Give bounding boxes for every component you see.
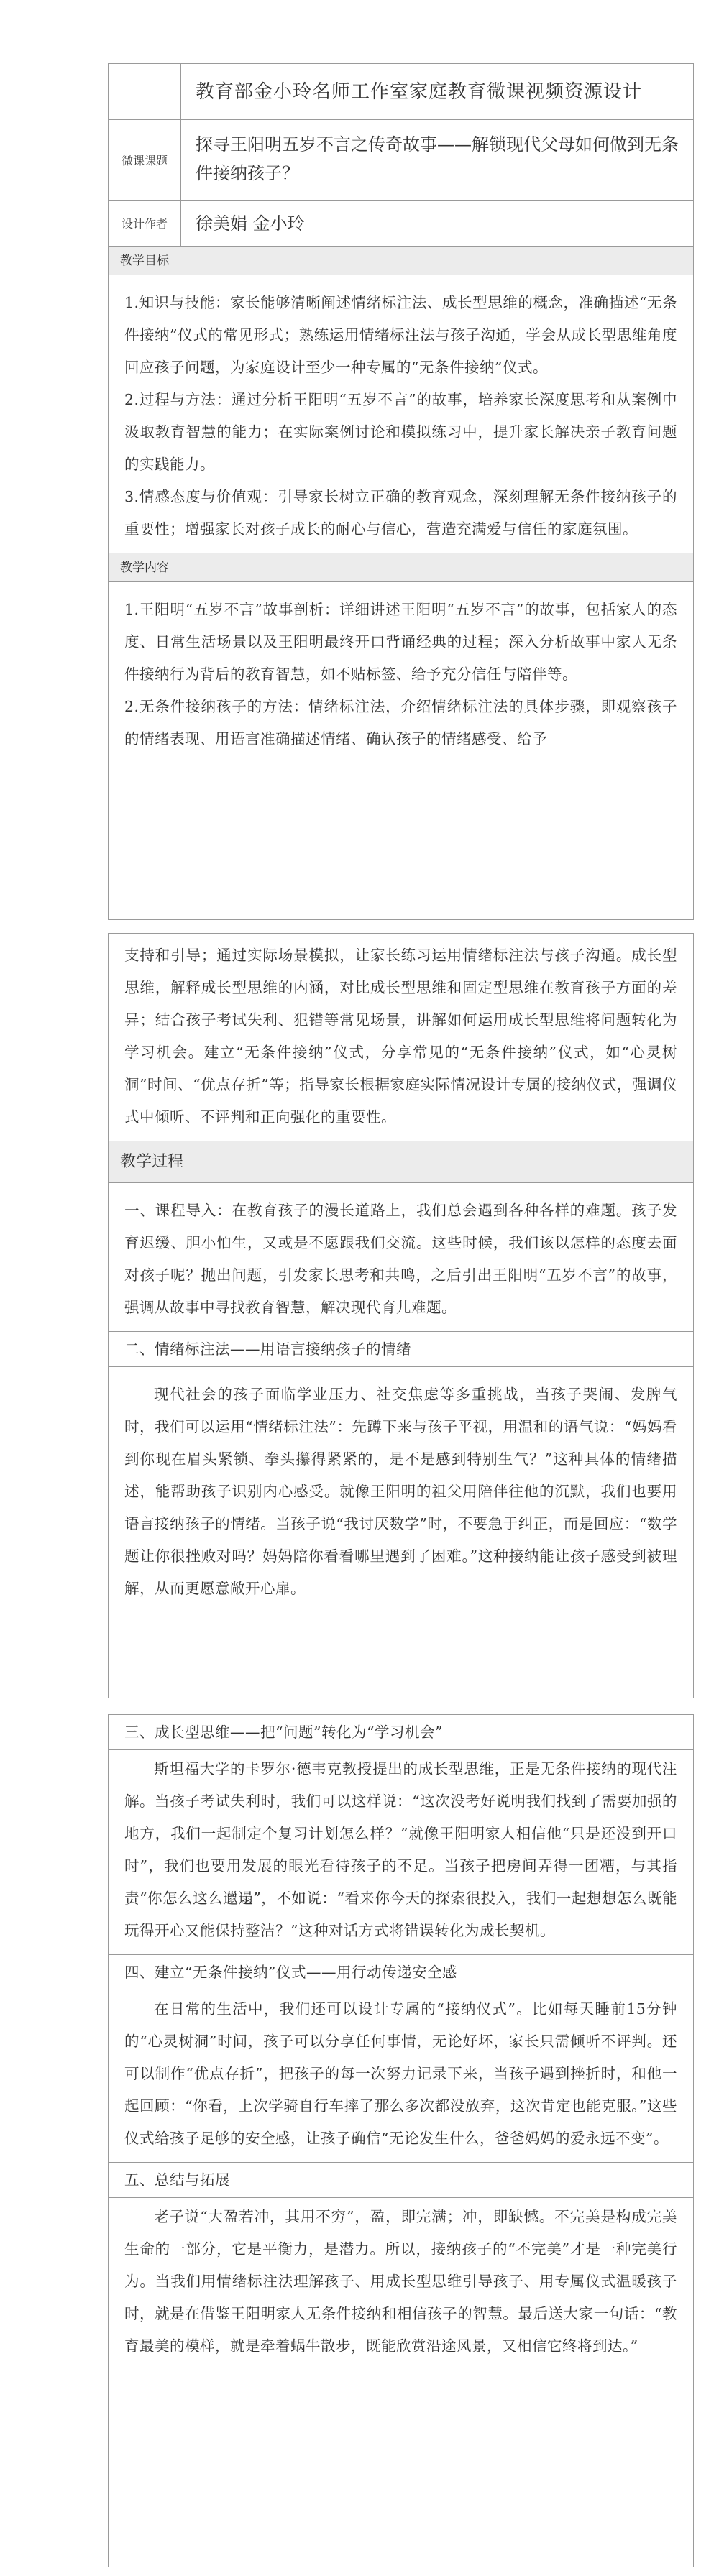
content-item: 1.王阳明“五岁不言”故事剖析：详细讲述王阳明“五岁不言”的故事，包括家人的态度、日常生活场景以及王阳明最终开口背诵经典的过程；深入分析故事中家人无条件接纳行为背后的教育智慧，如不贴标签、给予充分信任与陪伴等。 — [124, 601, 677, 683]
document-title: 教育部金小玲名师工作室家庭教育微课视频资源设计 — [196, 81, 643, 103]
objective-item: 2.过程与方法：通过分析王阳明“五岁不言”的故事，培养家长深度思考和从案例中汲取教育智慧的能力；在实际案例讨论和模拟练习中，提升家长解决亲子教育问题的实践能力。 — [124, 391, 677, 473]
part2-body — [109, 1367, 693, 1612]
topic-label: 微课课题 — [109, 120, 181, 200]
process-intro — [109, 1183, 693, 1332]
title-left-cell — [109, 64, 181, 119]
part3-text: 斯坦福大学的卡罗尔·德韦克教授提出的成长型思维，正是无条件接纳的现代注解。当孩子考试失利时，我们可以这样说：“这次没考好说明我们找到了需要加强的地方，我们一起制定个复习计划怎么样？”就像王阳明家人相信他“只是还没到开口时”，我们也要用发展的眼光看待孩子的不足。当孩子把房间弄得一团糟，与其指责“你怎么这么邋遢”，不如说：“看来你今天的探索很投入，我们一起想想怎么既能玩得开心又能保持整洁？”这种对话方式将错误转化为成长契机。 — [124, 1760, 677, 1939]
designer-row — [109, 201, 693, 247]
content-body — [109, 582, 693, 763]
content-continued — [109, 934, 693, 1141]
designer-label: 设计作者 — [109, 201, 181, 246]
sheet-2 — [108, 933, 694, 1698]
part4-title: 四、建立“无条件接纳”仪式——用行动传递安全感 — [109, 1955, 693, 1990]
process-heading: 教学过程 — [109, 1141, 693, 1183]
sheet-1 — [108, 63, 694, 920]
content-heading: 教学内容 — [109, 553, 693, 582]
part3-body — [109, 1750, 693, 1955]
designer-value: 徐美娟 金小玲 — [196, 213, 305, 234]
objective-item: 1.知识与技能：家长能够清晰阐述情绪标注法、成长型思维的概念，准确描述“无条件接纳”仪式的常见形式；熟练运用情绪标注法与孩子沟通，学会从成长型思维角度回应孩子问题，为家庭设计至少一种专属的“无条件接纳”仪式。 — [124, 294, 677, 376]
objectives-body — [109, 275, 693, 553]
part3-title: 三、成长型思维——把“问题”转化为“学习机会” — [109, 1715, 693, 1750]
objectives-heading: 教学目标 — [109, 247, 693, 275]
title-row — [109, 64, 693, 120]
content-continued-text: 支持和引导；通过实际场景模拟，让家长练习运用情绪标注法与孩子沟通。成长型思维，解释成长型思维的内涵，对比成长型思维和固定型思维在教育孩子方面的差异；结合孩子考试失利、犯错等常见场景，讲解如何运用成长型思维将问题转化为学习机会。建立“无条件接纳”仪式，分享常见的“无条件接纳”仪式，如“心灵树洞”时间、“优点存折”等；指导家长根据家庭实际情况设计专属的接纳仪式，强调仪式中倾听、不评判和正向强化的重要性。 — [124, 947, 677, 1126]
part4-text: 在日常的生活中，我们还可以设计专属的“接纳仪式”。比如每天睡前15分钟的“心灵树洞”时间，孩子可以分享任何事情，无论好坏，家长只需倾听不评判。还可以制作“优点存折”，把孩子的每一次努力记录下来，当孩子遇到挫折时，和他一起回顾：“你看，上次学骑自行车摔了那么多次都没放弃，这次肯定也能克服。”这些仪式给孩子足够的安全感，让孩子确信“无论发生什么，爸爸妈妈的爱永远不变”。 — [124, 2000, 677, 2147]
topic-row — [109, 120, 693, 201]
content-item: 2.无条件接纳孩子的方法：情绪标注法，介绍情绪标注法的具体步骤，即观察孩子的情绪表现、用语言准确描述情绪、确认孩子的情绪感受、给予 — [124, 698, 677, 748]
part5-body — [109, 2198, 693, 2370]
topic-value: 探寻王阳明五岁不言之传奇故事——解锁现代父母如何做到无条件接纳孩子？ — [196, 134, 679, 183]
part2-title: 二、情绪标注法——用语言接纳孩子的情绪 — [109, 1332, 693, 1367]
part5-title: 五、总结与拓展 — [109, 2163, 693, 2198]
objective-item: 3.情感态度与价值观：引导家长树立正确的教育观念，深刻理解无条件接纳孩子的重要性；增强家长对孩子成长的耐心与信心，营造充满爱与信任的家庭氛围。 — [124, 488, 677, 538]
part2-text: 现代社会的孩子面临学业压力、社交焦虑等多重挑战，当孩子哭闹、发脾气时，我们可以运用“情绪标注法”：先蹲下来与孩子平视，用温和的语气说：“妈妈看到你现在眉头紧锁、拳头攥得紧紧的，是不是感到特别生气？”这种具体的情绪描述，能帮助孩子识别内心感受。就像王阳明的祖父用陪伴往他的沉默，我们也要用语言接纳孩子的情绪。当孩子说“我讨厌数学”时，不要急于纠正，而是回应：“数学题让你很挫败对吗？妈妈陪你看看哪里遇到了困难。”这种接纳能让孩子感受到被理解，从而更愿意敞开心扉。 — [124, 1386, 677, 1597]
sheet-3 — [108, 1714, 694, 2567]
process-intro-text: 一、课程导入：在教育孩子的漫长道路上，我们总会遇到各种各样的难题。孩子发育迟缓、胆小怕生，又或是不愿跟我们交流。这些时候，我们该以怎样的态度去面对孩子呢？抛出问题，引发家长思考和共鸣，之后引出王阳明“五岁不言”的故事，强调从故事中寻找教育智慧，解决现代育儿难题。 — [124, 1202, 677, 1316]
part4-body — [109, 1990, 693, 2163]
part5-text: 老子说“大盈若冲，其用不穷”，盈，即完满；冲，即缺憾。不完美是构成完美生命的一部分，它是平衡力，是潜力。所以，接纳孩子的“不完美”才是一种完美行为。当我们用情绪标注法理解孩子、用成长型思维引导孩子、用专属仪式温暖孩子时，就是在借鉴王阳明家人无条件接纳和相信孩子的智慧。最后送大家一句话：“教育最美的模样，就是牵着蜗牛散步，既能欣赏沿途风景，又相信它终将到达。” — [124, 2208, 677, 2355]
